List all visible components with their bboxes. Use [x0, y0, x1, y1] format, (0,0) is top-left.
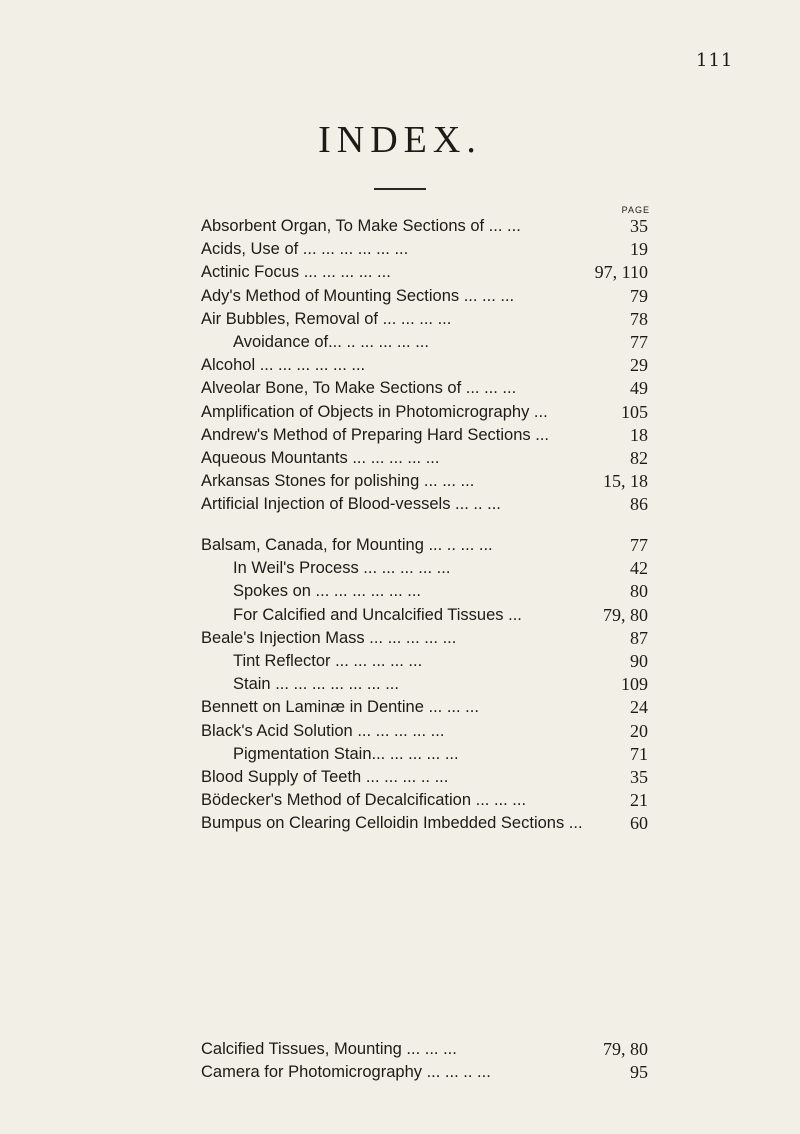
entry-text: Black's Acid Solution ... ... ... ... ...	[201, 721, 445, 740]
entry-text: For Calcified and Uncalcified Tissues ...	[233, 605, 522, 624]
entry-page: 90	[630, 650, 648, 671]
index-entry	[0, 261, 800, 284]
index-section-b	[0, 534, 800, 835]
entry-page: 60	[630, 813, 648, 834]
index-entry	[0, 470, 800, 493]
entry-page: 79, 80	[603, 1039, 648, 1059]
entry-page: 35	[630, 766, 648, 787]
entry-page: 79, 80	[603, 604, 648, 625]
entry-page: 35	[630, 216, 648, 236]
entry-page: 109	[621, 674, 648, 695]
index-entry	[0, 331, 800, 354]
index-entry	[0, 557, 800, 580]
index-title: INDEX.	[318, 119, 482, 161]
entry-text: Amplification of Objects in Photomicrography ...	[201, 402, 548, 421]
title-rule	[374, 188, 426, 190]
index-entry	[0, 650, 800, 673]
entry-page: 42	[630, 558, 648, 579]
entry-page: 18	[630, 424, 648, 445]
entry-text: Beale's Injection Mass ... ... ... ... ...	[201, 628, 457, 647]
entry-text: Alveolar Bone, To Make Sections of ... ... ...	[201, 379, 517, 398]
entry-text: Tint Reflector ... ... ... ... ...	[233, 651, 423, 670]
index-entry	[0, 673, 800, 696]
entry-page: 77	[630, 331, 648, 352]
entry-page: 82	[630, 447, 648, 468]
index-entry	[0, 215, 800, 238]
entry-page: 20	[630, 720, 648, 741]
index-entry	[0, 812, 800, 835]
entry-page: 86	[630, 494, 648, 515]
index-entry	[0, 720, 800, 743]
index-entry	[0, 285, 800, 308]
entry-page: 80	[630, 581, 648, 602]
entry-page: 105	[621, 401, 648, 422]
entry-text: Andrew's Method of Preparing Hard Sections ...	[201, 425, 549, 444]
entry-text: Aqueous Mountants ... ... ... ... ...	[201, 448, 440, 467]
index-entry	[0, 534, 800, 557]
entry-page: 49	[630, 378, 648, 399]
entry-text: Bumpus on Clearing Celloidin Imbedded Sections ...	[201, 814, 583, 833]
index-entry	[0, 743, 800, 766]
entry-page: 95	[630, 1062, 648, 1083]
entry-page: 87	[630, 627, 648, 648]
index-entry	[0, 580, 800, 603]
entry-page: 77	[630, 535, 648, 555]
entry-text: Bennett on Laminæ in Dentine ... ... ...	[201, 698, 479, 717]
index-entry	[0, 447, 800, 470]
page-column-header: PAGE	[621, 205, 650, 215]
index-entry	[0, 1061, 800, 1084]
entry-page: 79	[630, 285, 648, 306]
entry-text: Camera for Photomicrography ... ... .. ...	[201, 1063, 491, 1082]
entry-text: Arkansas Stones for polishing ... ... ...	[201, 472, 475, 491]
entry-page: 19	[630, 239, 648, 260]
index-entry	[0, 493, 800, 516]
entry-page: 29	[630, 355, 648, 376]
entry-text: Balsam, Canada, for Mounting ... .. ... ...	[201, 536, 493, 554]
entry-text: Spokes on ... ... ... ... ... ...	[233, 582, 421, 601]
entry-text: Absorbent Organ, To Make Sections of ... ...	[201, 217, 521, 235]
entry-page: 21	[630, 790, 648, 811]
index-entry	[0, 424, 800, 447]
index-section-a	[0, 215, 800, 516]
index-section-c	[0, 1038, 800, 1084]
entry-text: Pigmentation Stain... ... ... ... ...	[233, 744, 459, 763]
page-number: 111	[696, 50, 734, 71]
index-entry	[0, 766, 800, 789]
entry-text: Alcohol ... ... ... ... ... ...	[201, 356, 366, 375]
entry-text: Acids, Use of ... ... ... ... ... ...	[201, 240, 409, 259]
entry-page: 15, 18	[603, 471, 648, 492]
entry-page: 24	[630, 697, 648, 718]
entry-page: 97, 110	[594, 262, 648, 283]
index-entry	[0, 789, 800, 812]
entry-text: Air Bubbles, Removal of ... ... ... ...	[201, 309, 452, 328]
index-entry	[0, 604, 800, 627]
entry-text: Artificial Injection of Blood-vessels ... .. ...	[201, 495, 501, 514]
entry-page: 71	[630, 743, 648, 764]
entry-text: Stain ... ... ... ... ... ... ...	[233, 675, 399, 694]
index-entry	[0, 401, 800, 424]
entry-page: 78	[630, 308, 648, 329]
entry-text: Ady's Method of Mounting Sections ... ... ...	[201, 286, 515, 305]
entry-text: Actinic Focus ... ... ... ... ...	[201, 263, 391, 282]
entry-text: Avoidance of... .. ... ... ... ...	[233, 332, 429, 351]
index-entry	[0, 377, 800, 400]
entry-text: Bödecker's Method of Decalcification ... ... ...	[201, 791, 527, 810]
entry-text: In Weil's Process ... ... ... ... ...	[233, 559, 451, 578]
index-entry	[0, 1038, 800, 1061]
index-entry	[0, 354, 800, 377]
index-entry	[0, 238, 800, 261]
entry-text: Calcified Tissues, Mounting ... ... ...	[201, 1040, 457, 1058]
entry-text: Blood Supply of Teeth ... ... ... .. ...	[201, 767, 449, 786]
index-entry	[0, 696, 800, 719]
index-entry	[0, 308, 800, 331]
index-entry	[0, 627, 800, 650]
